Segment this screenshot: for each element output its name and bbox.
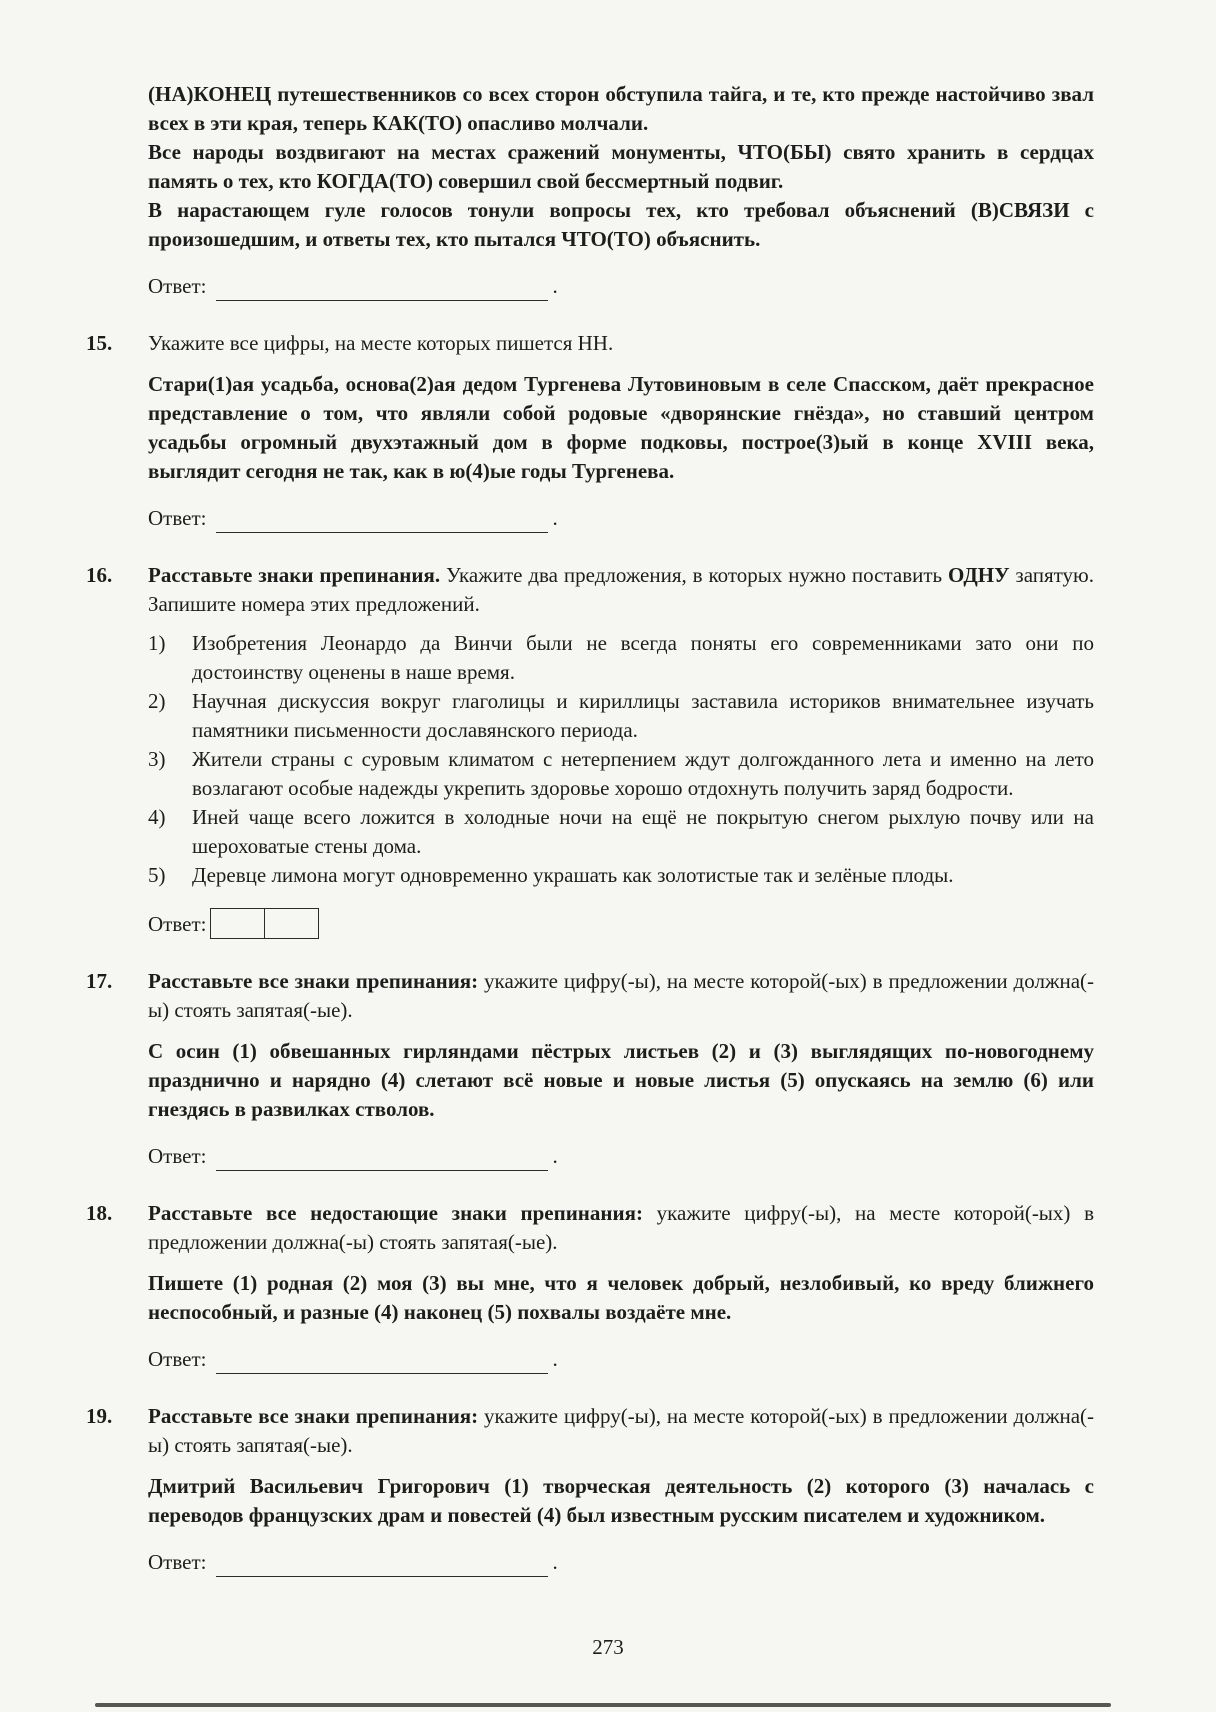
answer-period: . (552, 1550, 558, 1574)
task-sentence: (НА)КОНЕЦ путешественников со всех сторон обступила тайга, и те, кто прежде настойчиво звал всех в эти края, теперь КАК(ТО) опасливо молчали. (148, 82, 1094, 135)
option-text: Жители страны с суровым климатом с нетерпением ждут долгожданного лета и именно на лето возлагают особые надежды укрепить здоровье хорошо отдохнуть получить заряд бодрости. (192, 747, 1094, 800)
answer-label: Ответ: (148, 912, 207, 936)
option-item (148, 629, 1094, 687)
question-text: С осин (1) обвешанных гирляндами пёстрых листьев (2) и (3) выглядящих по-новогоднему празднично и нарядно (4) слетают всё новые и новые листья (5) опускаясь на землю (6) или гнездясь в развилках стволов. (148, 1039, 1094, 1121)
option-number: 1) (148, 631, 166, 655)
answer-row (148, 272, 1094, 301)
prompt-regular: запятую. Запишите номера этих предложений. (148, 563, 1094, 616)
answer-row (148, 1548, 1094, 1577)
answer-blank[interactable] (216, 1148, 548, 1171)
answer-row (148, 908, 1094, 939)
question-14-continuation (86, 80, 1094, 303)
answer-cell[interactable] (264, 908, 319, 939)
question-17 (86, 967, 1094, 1173)
option-number: 2) (148, 689, 166, 713)
prompt-bold: Расставьте все недостающие знаки препинания: (148, 1201, 643, 1225)
question-prompt (148, 967, 1094, 1025)
option-text: Иней чаще всего ложится в холодные ночи на ещё не покрытую снегом рыхлую почву или на шероховатые стены дома. (192, 805, 1094, 858)
answer-cell[interactable] (210, 908, 265, 939)
option-number: 5) (148, 863, 166, 887)
task-sentence: В нарастающем гуле голосов тонули вопросы тех, кто требовал объяснений (В)СВЯЗИ с произошедшим, и ответы тех, кто пытался ЧТО(ТО) объяснить. (148, 198, 1094, 251)
answer-blank[interactable] (216, 510, 548, 533)
question-number: 19. (86, 1404, 113, 1428)
answer-blank[interactable] (216, 1554, 548, 1577)
answer-label: Ответ: (148, 1347, 207, 1371)
question-number: 17. (86, 969, 113, 993)
page-number: 273 (592, 1635, 624, 1659)
prompt-regular: Укажите два предложения, в которых нужно поставить (440, 563, 949, 587)
question-number: 15. (86, 331, 113, 355)
answer-label: Ответ: (148, 1550, 207, 1574)
prompt-regular: укажите цифру(-ы), на месте которой(-ых) в предложении должна(-ы) стоять запятая(-ые). (148, 1404, 1094, 1457)
option-item (148, 803, 1094, 861)
prompt-regular: укажите цифру(-ы), на месте которой(-ых) в предложении должна(-ы) стоять запятая(-ые). (148, 1201, 1094, 1254)
answer-period: . (552, 1144, 558, 1168)
question-text: Пишете (1) родная (2) моя (3) вы мне, что я человек добрый, незлобивый, ко вреду ближнего неспособный, и разные (4) наконец (5) похвалы воздаёте мне. (148, 1271, 1094, 1324)
question-18 (86, 1199, 1094, 1376)
option-number: 4) (148, 805, 166, 829)
question-prompt (148, 1402, 1094, 1460)
answer-label: Ответ: (148, 506, 207, 530)
option-item (148, 861, 1094, 890)
question-number: 18. (86, 1201, 113, 1225)
answer-period: . (552, 274, 558, 298)
option-text: Деревце лимона могут одновременно украшать как золотистые так и зелёные плоды. (192, 863, 954, 887)
question-16 (86, 561, 1094, 941)
answer-label: Ответ: (148, 1144, 207, 1168)
prompt-bold: Расставьте все знаки препинания: (148, 1404, 479, 1428)
question-prompt (148, 329, 1094, 358)
answer-period: . (552, 506, 558, 530)
prompt-regular: укажите цифру(-ы), на месте которой(-ых) в предложении должна(-ы) стоять запятая(-ые). (148, 969, 1094, 1022)
answer-row (148, 1345, 1094, 1374)
question-19 (86, 1402, 1094, 1579)
task-sentence: Все народы воздвигают на местах сражений монументы, ЧТО(БЫ) свято хранить в сердцах память о тех, кто КОГДА(ТО) совершил свой бессмертный подвиг. (148, 140, 1094, 193)
option-number: 3) (148, 747, 166, 771)
question-text: Дмитрий Васильевич Григорович (1) творческая деятельность (2) которого (3) началась с переводов французских драм и повестей (4) был известным русским писателем и художником. (148, 1474, 1094, 1527)
question-15 (86, 329, 1094, 535)
answer-label: Ответ: (148, 274, 207, 298)
scan-edge-artifact (95, 1703, 1111, 1707)
prompt-bold: Расставьте знаки препинания. (148, 563, 441, 587)
question-prompt (148, 561, 1094, 619)
prompt-text: Укажите все цифры, на месте которых пишется НН. (148, 331, 614, 355)
option-item (148, 687, 1094, 745)
prompt-bold: ОДНУ (948, 563, 1010, 587)
answer-period: . (552, 1347, 558, 1371)
option-text: Изобретения Леонардо да Винчи были не всегда поняты его современниками зато они по достоинству оценены в наше время. (192, 631, 1094, 684)
option-text: Научная дискуссия вокруг глаголицы и кириллицы заставила историков внимательнее изучать памятники письменности дославянского периода. (192, 689, 1094, 742)
answer-row (148, 1142, 1094, 1171)
answer-row (148, 504, 1094, 533)
answer-blank[interactable] (216, 278, 548, 301)
option-item (148, 745, 1094, 803)
question-number-spacer (86, 80, 148, 303)
options-list (148, 629, 1094, 890)
question-text: Стари(1)ая усадьба, основа(2)ая дедом Тургенева Лутовиновым в селе Спасском, даёт прекрасное представление о том, что являли собой родовые «дворянские гнёзда», но ставший центром усадьбы огромный двухэтажный дом в форме подковы, построе(3)ый в конце XVIII века, выглядит сегодня не так, как в ю(4)ые годы Тургенева. (148, 372, 1094, 483)
prompt-bold: Расставьте все знаки препинания: (148, 969, 479, 993)
answer-boxes (210, 908, 318, 939)
question-prompt (148, 1199, 1094, 1257)
answer-blank[interactable] (216, 1351, 548, 1374)
question-number: 16. (86, 563, 113, 587)
